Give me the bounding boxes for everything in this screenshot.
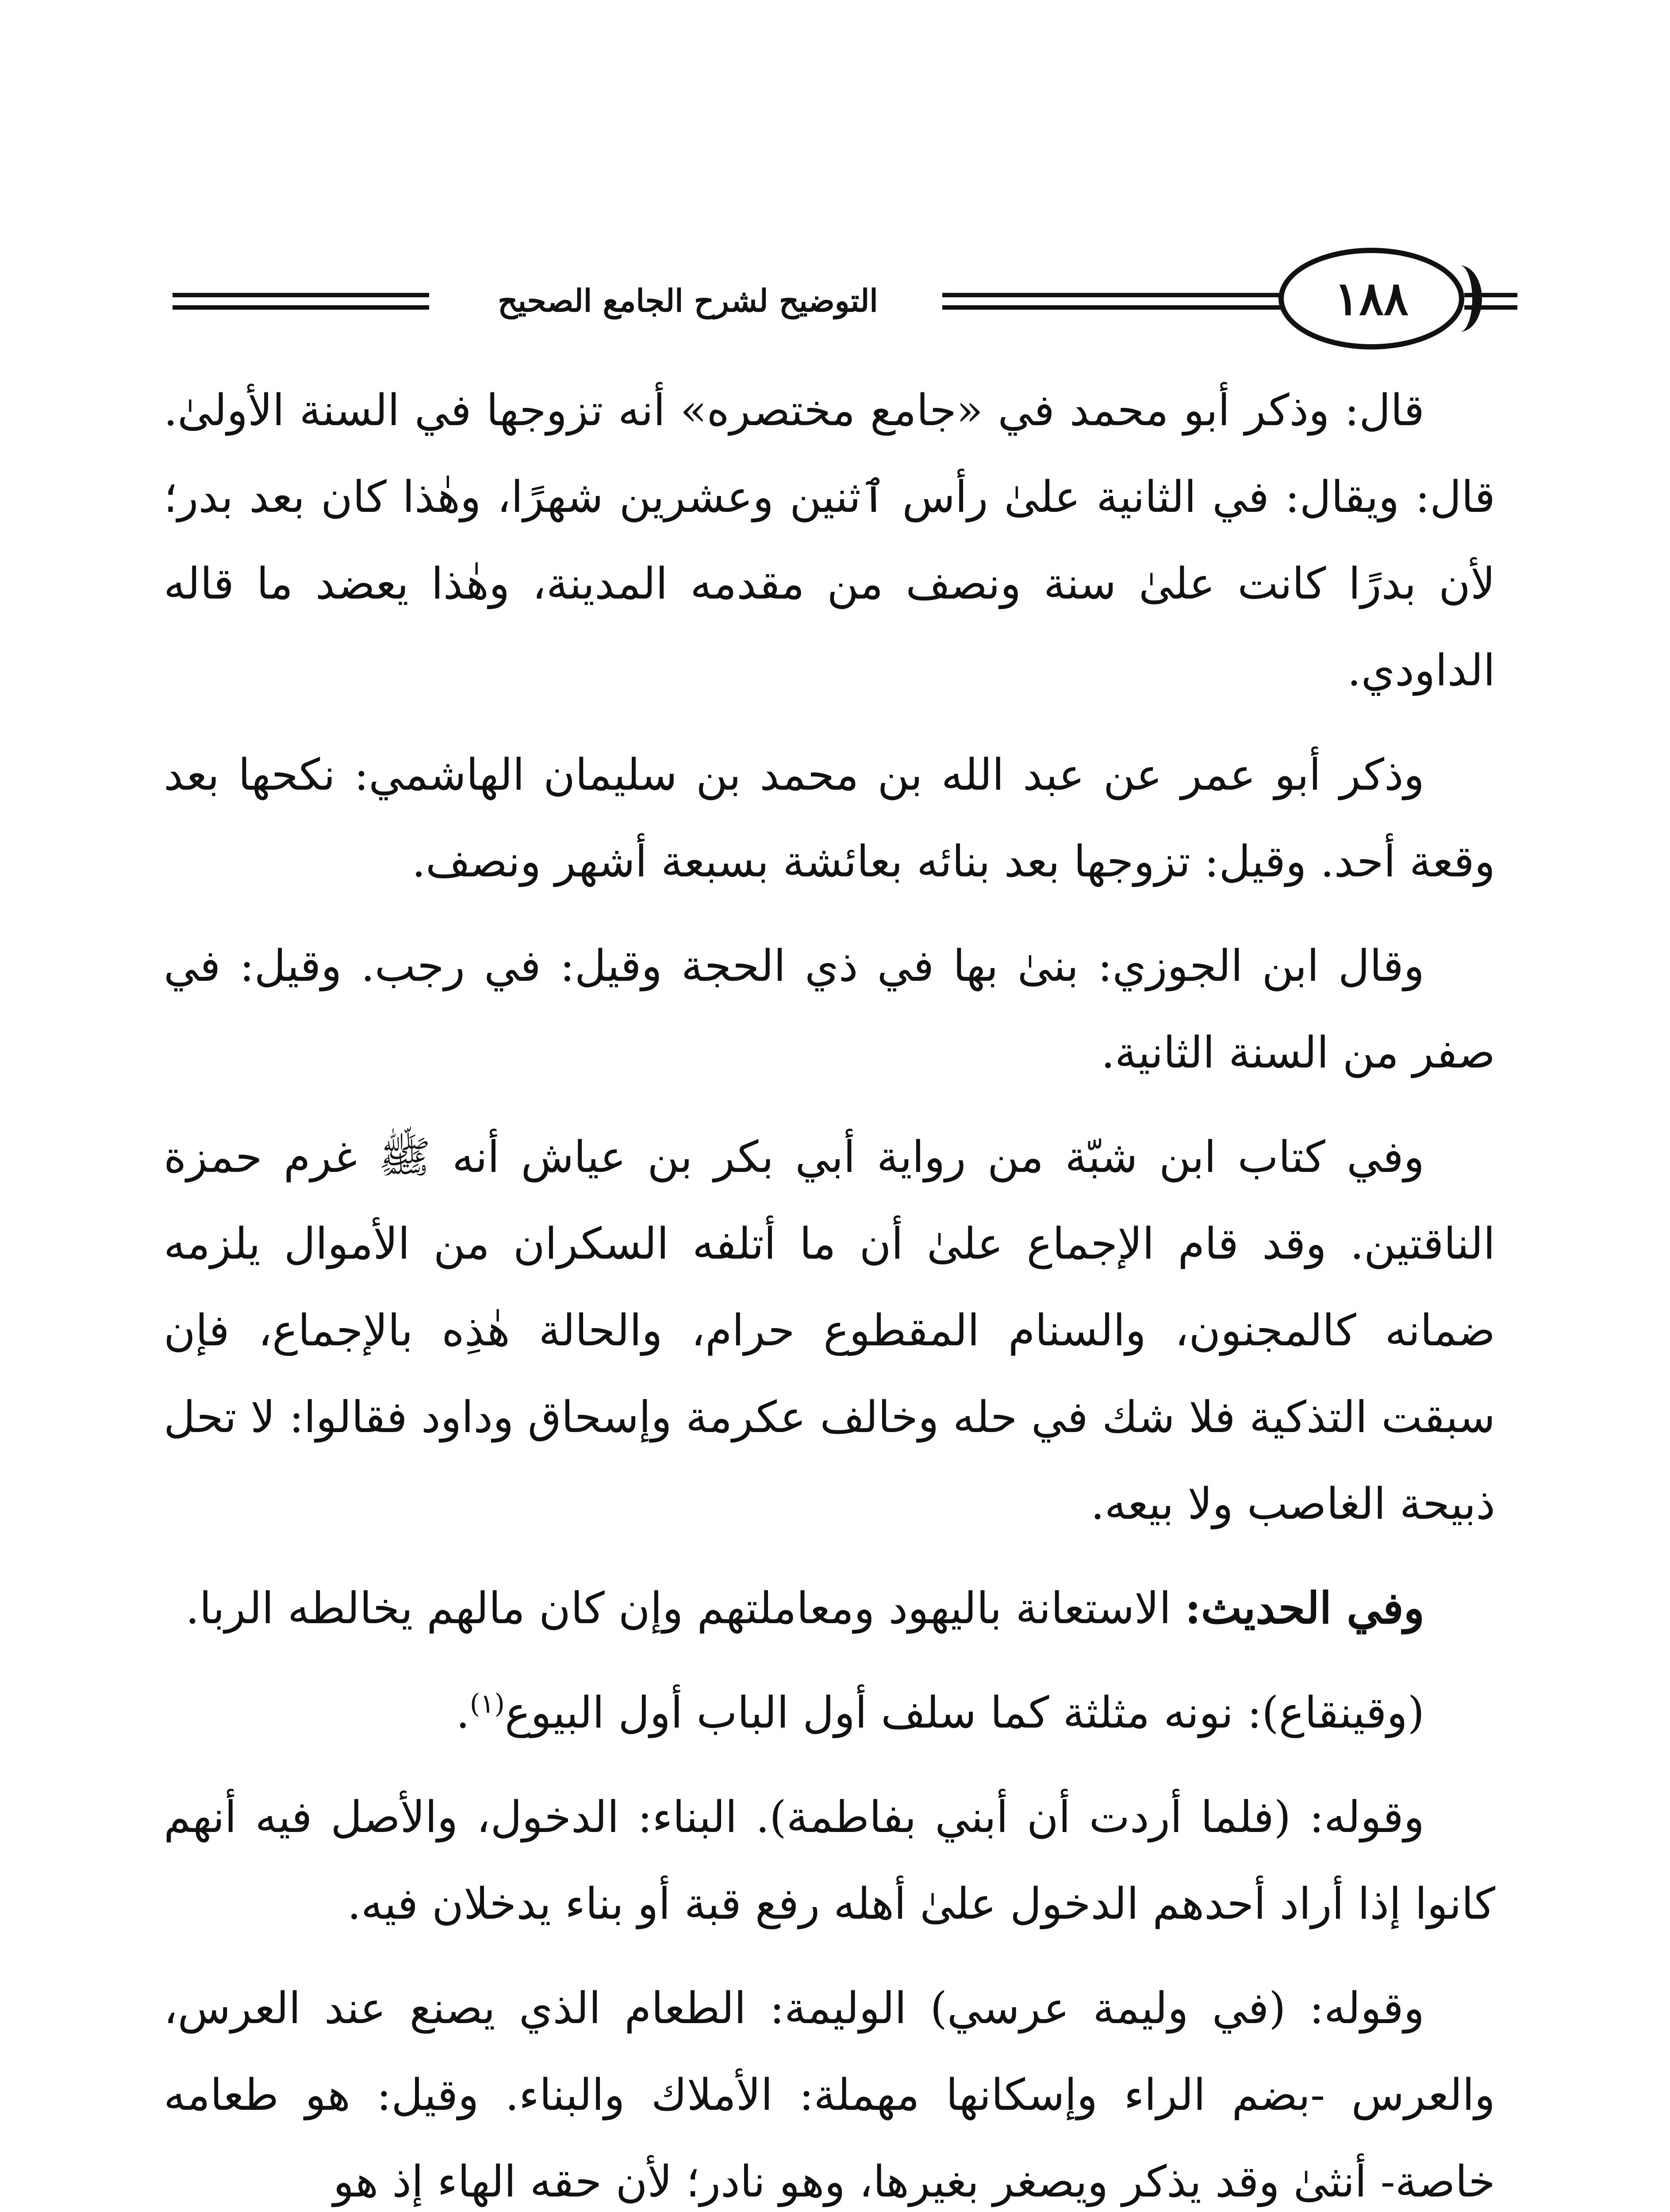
- paragraph-text: قال: وذكر أبو محمد في «جامع مختصره» أنه تزوجها في السنة الأولىٰ. قال: ويقال: في الثانية علىٰ رأس ٱثنين وعشرين شهرًا، وهٰذا كان بعد بدر؛ لأن بدرًا كانت علىٰ سنة ونصف من مقدمه المدينة، وهٰذا يعضد ما قاله الداودي.: [164, 385, 1495, 696]
- paragraph: [164, 1965, 1495, 2212]
- paragraph-lead: وفي الحديث:: [1185, 1583, 1424, 1634]
- page-number: ١٨٨: [1334, 271, 1409, 326]
- paragraph-text: وقال ابن الجوزي: بنىٰ بها في ذي الحجة وقيل: في رجب. وقيل: في صفر من السنة الثانية.: [164, 941, 1495, 1078]
- paragraph: [164, 1114, 1495, 1548]
- paragraph-tail: .: [456, 1688, 470, 1738]
- main-text: [164, 367, 1495, 2212]
- paragraph-text: وفي كتاب ابن شبّة من رواية أبي بكر بن عياش أنه ﷺ غرم حمزة الناقتين. وقد قام الإجماع علىٰ أن ما أتلفه السكران من الأموال يلزمه ضمانه كالمجنون، والسنام المقطوع حرام، والحالة هٰذِه بالإجماع، فإن سبقت التذكية فلا شك في حله وخالف عكرمة وإسحاق وداود فقالوا: لا تحل ذبيحة الغاصب ولا بيعه.: [164, 1132, 1495, 1529]
- paragraph: [164, 367, 1495, 714]
- header-rule-mid-bottom: [942, 305, 1283, 310]
- paragraph-text: (وقينقاع): نونه مثلثة كما سلف أول الباب أول البيوع: [504, 1688, 1424, 1738]
- footnote-reference[interactable]: (١): [469, 1688, 505, 1720]
- page-header: [164, 248, 1517, 354]
- paragraph-text: وذكر أبو عمر عن عبد الله بن محمد بن سليمان الهاشمي: نكحها بعد وقعة أحد. وقيل: تزوجها بعد بنائه بعائشة بسبعة أشهر ونصف.: [164, 750, 1495, 887]
- header-rule-mid-top: [942, 293, 1283, 297]
- header-rule-left-top: [173, 293, 429, 297]
- paragraph: [164, 732, 1495, 905]
- paragraph: [164, 923, 1495, 1096]
- paragraph: [164, 1670, 1495, 1756]
- paragraph-text: وقوله: (في وليمة عرسي) الوليمة: الطعام الذي يصنع عند العرس، والعرس -بضم الراء وإسكانها مهملة: الأملاك والبناء. وقيل: هو طعامه خاصة- أنثىٰ وقد يذكر ويصغر بغيرها، وهو نادر؛ لأن حقه الهاء إذ هو: [164, 1983, 1495, 2207]
- running-title: التوضيح لشرح الجامع الصحيح: [456, 283, 920, 319]
- paragraph: [164, 1565, 1495, 1652]
- paragraph-text: الاستعانة باليهود ومعاملتهم وإن كان مالهم يخالطه الربا.: [185, 1583, 1171, 1634]
- header-rule-left-bottom: [173, 305, 429, 310]
- page-number-badge: [1278, 248, 1464, 349]
- paragraph: [164, 1774, 1495, 1947]
- paragraph-text: وقوله: (فلما أردت أن أبني بفاطمة). البناء: الدخول، والأصل فيه أنهم كانوا إذا أراد أحدهم الدخول علىٰ أهله رفع قبة أو بناء يدخلان فيه.: [164, 1792, 1495, 1929]
- badge-ornament: [1438, 265, 1482, 332]
